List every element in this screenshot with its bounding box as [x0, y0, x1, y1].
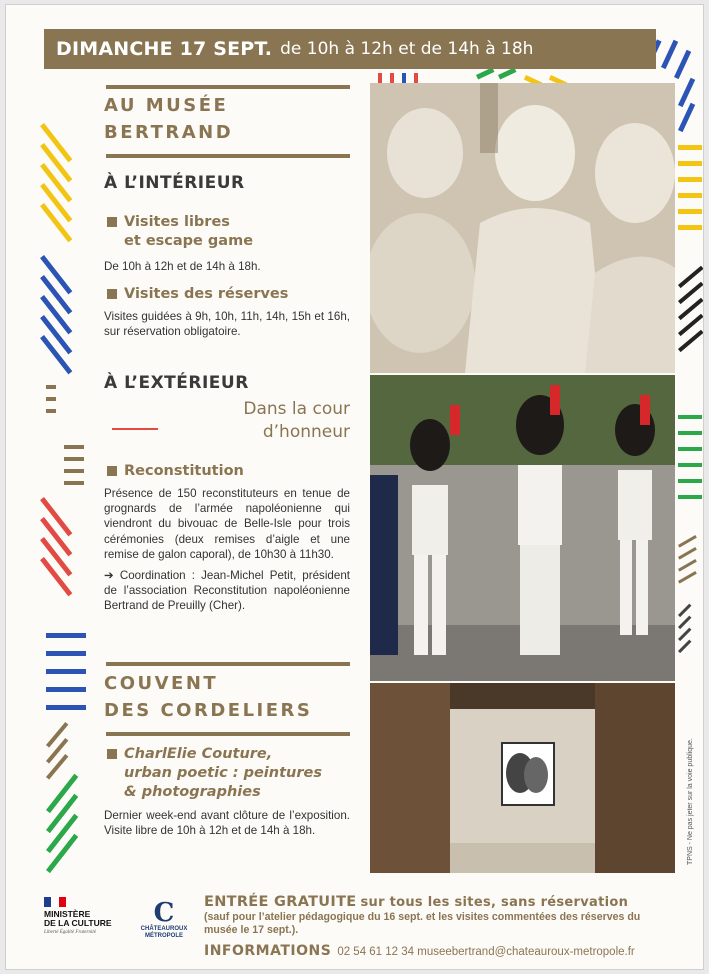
date-header-hours: de 10h à 12h et de 14h à 18h — [280, 39, 534, 59]
musee-title: AU MUSÉE BERTRAND — [104, 95, 234, 143]
divider — [106, 662, 350, 666]
divider — [106, 732, 350, 736]
chateauroux-c-icon: C — [153, 898, 175, 928]
coordination-text: ➔ Coordination : Jean-Michel Petit, président de l’association Reconstitution napoléonienne Bertrand de Preuilly (Cher). — [104, 569, 350, 613]
grognards-photo — [370, 375, 675, 681]
date-header-day: DIMANCHE 17 SEPT. — [56, 38, 273, 60]
visites-reserves-block — [104, 285, 350, 339]
visites-reserves-title: Visites des réserves — [104, 285, 350, 304]
reconstitution-text: Présence de 150 reconstituteurs en tenue de grognards de l’armée napoléonienne qui viendront du bivouac de Belle-Isle pour trois cérémonies (deux remises d’aigle et une remise de galon caporal), de 10h30 à 11h30. — [104, 487, 350, 561]
visites-reserves-text: Visites guidées à 9h, 10h, 11h, 14h, 15h et 16h, sur réservation obligatoire. — [104, 310, 350, 339]
cordeliers-photo — [370, 683, 675, 873]
visites-libres-title: Visites libres et escape game — [104, 213, 350, 251]
exterieur-heading: À L’EXTÉRIEUR — [104, 373, 249, 393]
divider — [106, 85, 350, 89]
divider — [106, 154, 350, 158]
date-header — [44, 29, 656, 69]
couvent-title: COUVENT DES CORDELIERS — [104, 673, 313, 721]
charlelie-block — [104, 745, 350, 838]
vertical-legal-note: TPNS - Ne pas jeter sur la voie publique. — [687, 738, 694, 865]
entree-gratuite: ENTRÉE GRATUITE sur tous les sites, sans réservation — [204, 894, 629, 910]
red-divider — [112, 428, 158, 430]
reconstitution-block — [104, 462, 350, 614]
busts-photo — [370, 83, 675, 373]
ministere-culture-logo: MINISTÈRE DE LA CULTURE Liberté Égalité Fraternité — [44, 897, 124, 936]
visites-libres-text: De 10h à 12h et de 14h à 18h. — [104, 260, 261, 273]
entree-note: (sauf pour l’atelier pédagogique du 16 sept. et les visites commentées des réserves du musée le 17 sept.). — [204, 911, 641, 936]
interieur-heading: À L’INTÉRIEUR — [104, 173, 245, 193]
chateauroux-metropole-logo: C CHÂTEAUROUX MÉTROPOLE — [134, 900, 194, 940]
informations-line: INFORMATIONS 02 54 61 12 34 museebertrand@chateauroux-metropole.fr — [204, 943, 635, 959]
cour-honneur-subtitle: Dans la cour d’honneur — [243, 399, 350, 442]
french-flag-icon — [44, 897, 66, 907]
poster-page — [5, 4, 704, 970]
reconstitution-title: Reconstitution — [104, 462, 350, 481]
charlelie-text: Dernier week-end avant clôture de l’exposition. Visite libre de 10h à 12h et de 14h à 18h. — [104, 809, 350, 838]
charlelie-title: CharlElie Couture, urban poetic : peintures & photographies — [104, 745, 350, 802]
visites-libres-block — [104, 213, 350, 274]
